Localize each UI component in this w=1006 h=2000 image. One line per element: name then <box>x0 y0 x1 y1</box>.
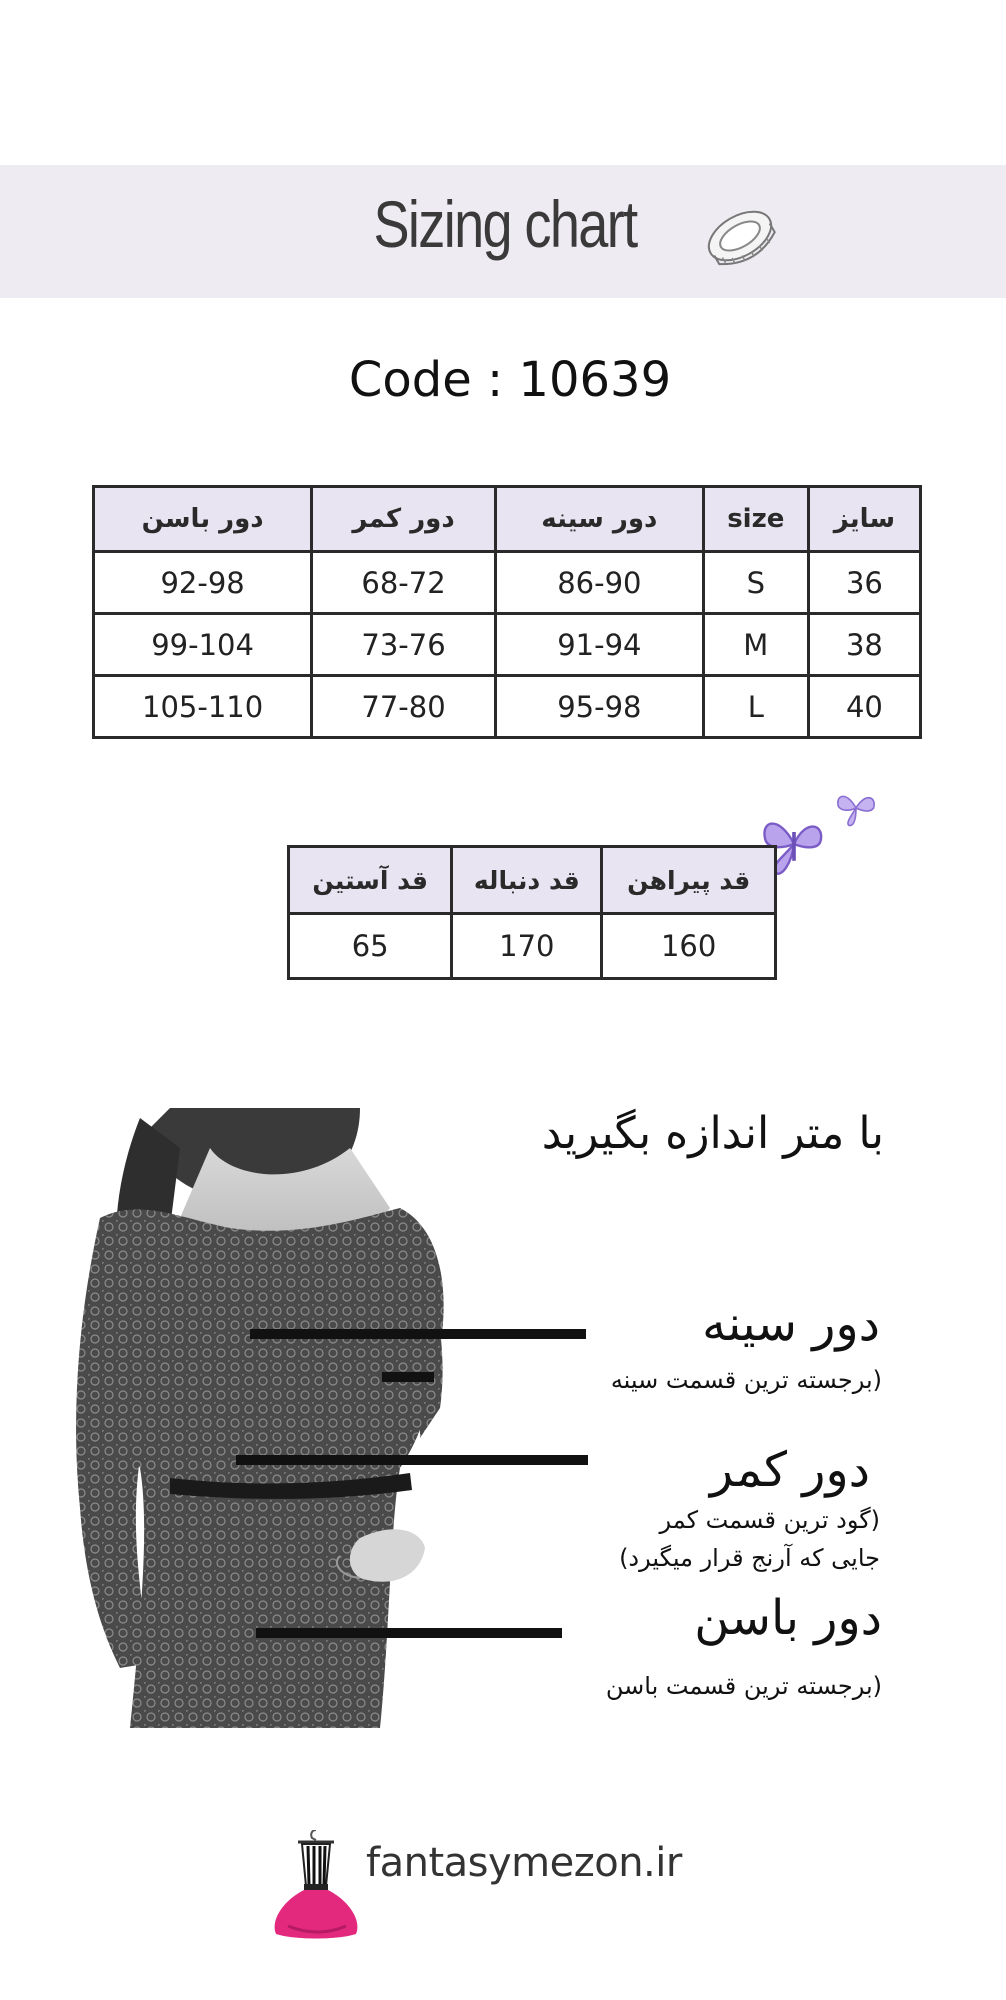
cell-size-number: 36 <box>808 552 920 614</box>
product-code: Code : 10639 <box>348 352 672 408</box>
cell-size: L <box>703 676 808 738</box>
header-size: size <box>703 487 808 552</box>
instructions-title: با متر اندازه بگیرید <box>541 1108 884 1159</box>
measuring-tape-icon <box>700 196 780 276</box>
table-row <box>94 552 921 614</box>
table-row <box>289 914 776 979</box>
chest-measure-line <box>250 1329 586 1339</box>
table-row <box>94 614 921 676</box>
cell-size: M <box>703 614 808 676</box>
chest-note: (برجسته ترین قسمت سینه <box>610 1366 882 1394</box>
hip-measure-line <box>256 1628 562 1638</box>
hip-label: دور باسن <box>694 1590 882 1646</box>
cell-chest: 95-98 <box>495 676 703 738</box>
cell-size-number: 40 <box>808 676 920 738</box>
header-train-length: قد دنباله <box>452 847 602 914</box>
cell-size: S <box>703 552 808 614</box>
website-label: fantasymezon.ir <box>366 1840 682 1886</box>
cell-size-number: 38 <box>808 614 920 676</box>
table-row <box>94 676 921 738</box>
cell-hip: 99-104 <box>94 614 312 676</box>
header-chest: دور سینه <box>495 487 703 552</box>
size-table-header-row <box>94 487 921 552</box>
length-table <box>287 845 777 980</box>
cell-hip: 105-110 <box>94 676 312 738</box>
chest-label: دور سینه <box>702 1296 880 1352</box>
page-title: Sizing chart <box>373 187 637 261</box>
chest-accent-line <box>382 1372 434 1382</box>
header-sleeve-length: قد آستین <box>289 847 452 914</box>
cell-chest: 86-90 <box>495 552 703 614</box>
header-dress-length: قد پیراهن <box>602 847 776 914</box>
hip-note: (برجسته ترین قسمت باسن <box>605 1672 882 1700</box>
waist-note-line1: (گود ترین قسمت کمر <box>659 1506 880 1534</box>
waist-note-line2: جایی که آرنج قرار میگیرد) <box>619 1544 880 1572</box>
header-hip: دور باسن <box>94 487 312 552</box>
cell-train-length: 170 <box>452 914 602 979</box>
cell-dress-length: 160 <box>602 914 776 979</box>
waist-measure-line <box>236 1455 588 1465</box>
waist-label: دور کمر <box>709 1442 870 1498</box>
butterfly-icon <box>832 784 880 832</box>
header-waist: دور کمر <box>312 487 496 552</box>
cell-waist: 68-72 <box>312 552 496 614</box>
cell-waist: 73-76 <box>312 614 496 676</box>
length-table-header-row <box>289 847 776 914</box>
cell-chest: 91-94 <box>495 614 703 676</box>
cell-waist: 77-80 <box>312 676 496 738</box>
size-table <box>92 485 922 739</box>
dress-logo-icon <box>268 1830 364 1940</box>
cell-hip: 92-98 <box>94 552 312 614</box>
cell-sleeve-length: 65 <box>289 914 452 979</box>
header-size-number: سایز <box>808 487 920 552</box>
